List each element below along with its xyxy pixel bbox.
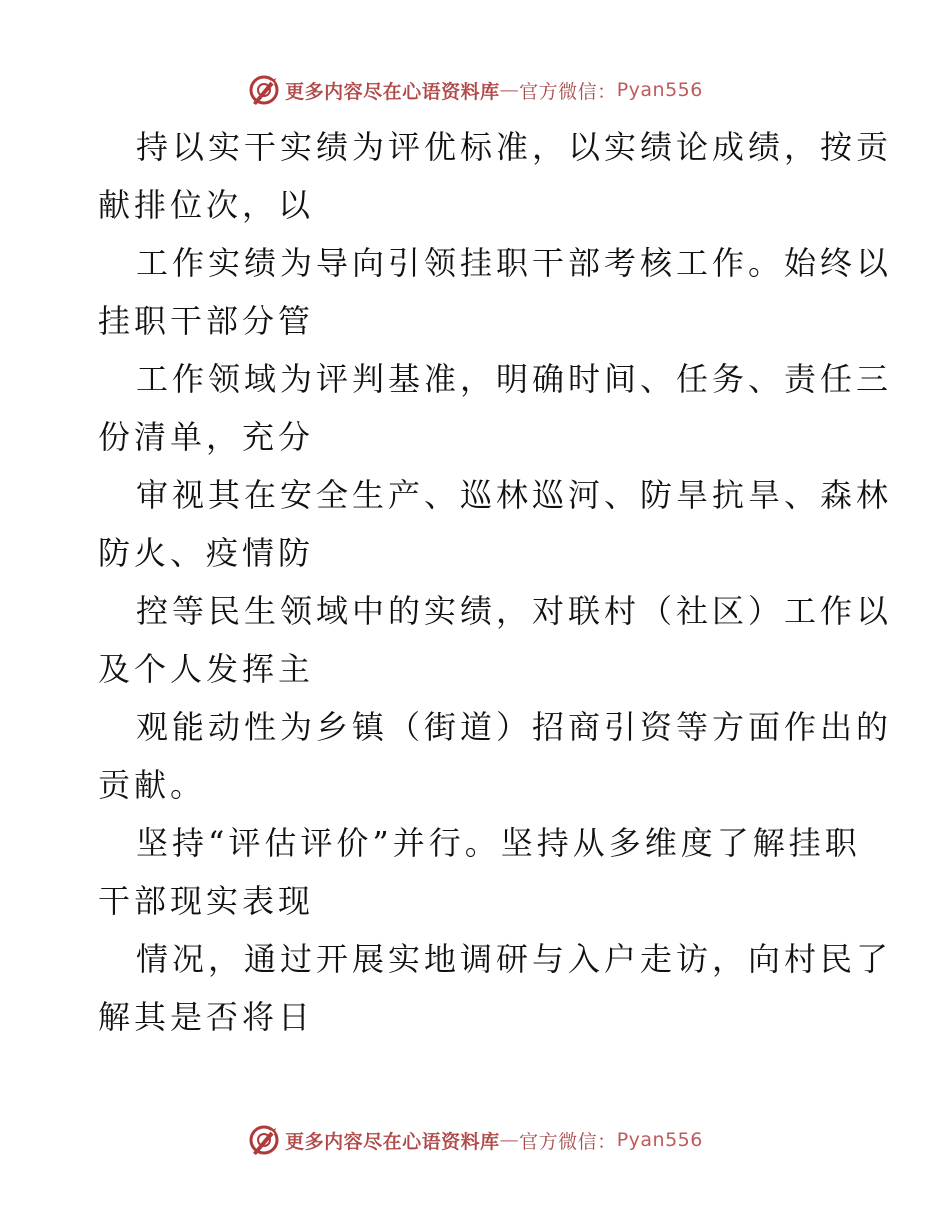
- paragraph-2: [98, 234, 893, 350]
- paragraph-7: [98, 814, 861, 930]
- paragraph-5-line-1: 控等民生领域中的实绩，对联村（社区）工作以: [136, 592, 893, 630]
- paragraph-1-line-2: 献排位次，以: [98, 186, 315, 224]
- footer-banner: [0, 1120, 950, 1160]
- document-body: [98, 118, 893, 1046]
- paragraph-2-line-1: 工作实绩为导向引领挂职干部考核工作。始终以: [136, 244, 893, 282]
- header-wechat-id: Pyan556: [616, 79, 703, 101]
- header-site-name: 更多内容尽在心语资料库: [285, 80, 500, 103]
- paragraph-8: [98, 930, 893, 1046]
- header-banner: [0, 70, 950, 110]
- footer-wechat-label: 官方微信：: [519, 1130, 617, 1153]
- paragraph-2-line-2: 挂职干部分管: [98, 302, 315, 340]
- paragraph-8-line-2: 解其是否将日: [98, 998, 315, 1036]
- paragraph-5: [98, 582, 893, 698]
- pen-circle-logo-icon: [247, 73, 281, 107]
- paragraph-5-line-2: 及个人发挥主: [98, 650, 315, 688]
- paragraph-6: [98, 698, 893, 814]
- paragraph-4: [98, 466, 893, 582]
- paragraph-3: [98, 350, 893, 466]
- paragraph-3-line-1: 工作领域为评判基准，明确时间、任务、责任三: [136, 360, 893, 398]
- paragraph-6-line-2: 贡献。: [98, 766, 207, 804]
- footer-wechat-id: Pyan556: [616, 1129, 703, 1151]
- paragraph-8-line-1: 情况，通过开展实地调研与入户走访，向村民了: [136, 940, 893, 978]
- paragraph-4-line-2: 防火、疫情防: [98, 534, 315, 572]
- footer-site-name: 更多内容尽在心语资料库: [285, 1130, 500, 1153]
- paragraph-7-line-2: 干部现实表现: [98, 882, 315, 920]
- paragraph-6-line-1: 观能动性为乡镇（街道）招商引资等方面作出的: [136, 708, 893, 746]
- footer-dash: —: [499, 1129, 520, 1151]
- pen-circle-logo-icon: [247, 1123, 281, 1157]
- paragraph-3-line-2: 份清单，充分: [98, 418, 315, 456]
- paragraph-1-line-1: 持以实干实绩为评优标准，以实绩论成绩，按贡: [136, 128, 893, 166]
- paragraph-7-line-1: 坚持“评估评价”并行。坚持从多维度了解挂职: [136, 824, 861, 862]
- paragraph-4-line-1: 审视其在安全生产、巡林巡河、防旱抗旱、森林: [136, 476, 893, 514]
- header-dash: —: [499, 79, 520, 101]
- header-wechat-label: 官方微信：: [519, 80, 617, 103]
- paragraph-1: [98, 118, 893, 234]
